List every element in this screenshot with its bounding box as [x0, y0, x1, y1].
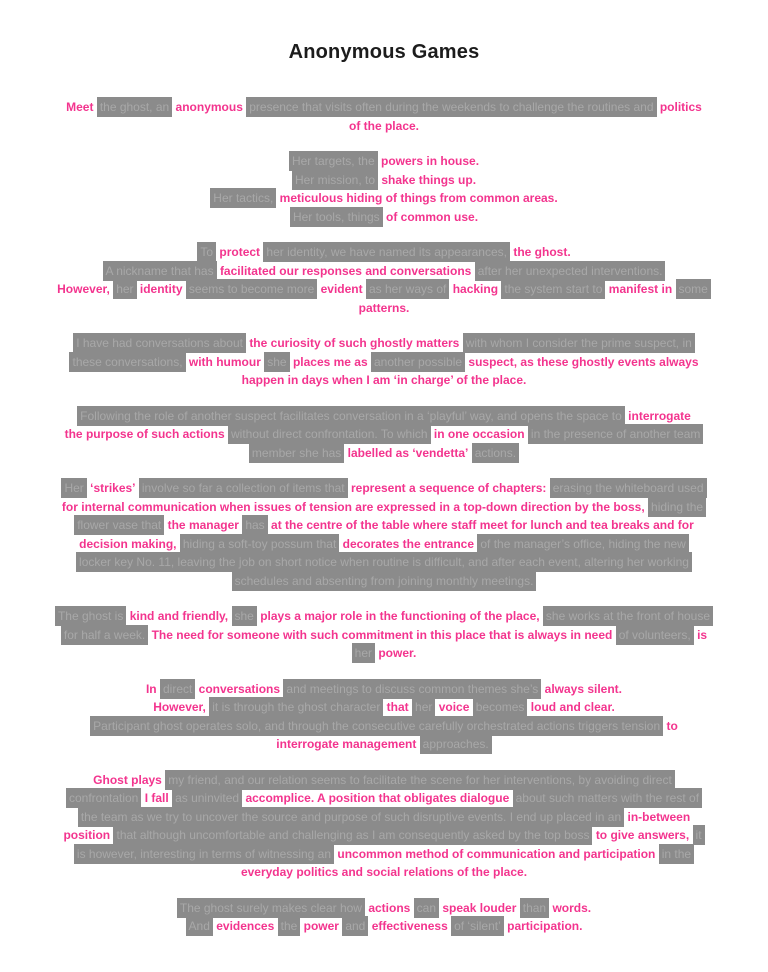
redacted-text-run: of ‘silent’ — [451, 916, 504, 936]
emphasis-text-run: decorates the entrance — [342, 536, 475, 551]
redacted-text-run: flower vase that — [74, 515, 164, 535]
text-line — [30, 572, 738, 591]
emphasis-text-run: loud and clear. — [530, 700, 615, 714]
emphasis-text-run: with humour — [188, 354, 261, 369]
redacted-text-run: Her mission, to — [292, 170, 378, 190]
redacted-text-run: after her unexpected interventions. — [475, 261, 666, 281]
emphasis-text-run: represent a sequence of chapters: — [350, 481, 547, 495]
page-title: Anonymous Games — [288, 41, 480, 63]
emphasis-text-run: at the centre of the table where staff meet for lunch and tea breaks and for — [271, 518, 694, 532]
redacted-text-run: presence that visits often during the weekends to challenge the routines and — [246, 97, 656, 117]
emphasis-text-run: However, — [57, 282, 110, 296]
text-line — [30, 789, 738, 808]
redacted-text-run: has — [242, 515, 267, 535]
redacted-text-run: Participant ghost operates solo, and through the consecutive carefully orchestrated actions triggers tension — [90, 716, 663, 736]
redacted-text-run: direct — [160, 679, 195, 699]
emphasis-text-run: voice — [438, 700, 470, 714]
text-line — [30, 171, 738, 190]
text-line — [30, 826, 738, 845]
redacted-text-run: Her tactics, — [210, 188, 276, 208]
text-line — [30, 262, 738, 281]
emphasis-text-run: ‘strikes’ — [90, 481, 136, 495]
paragraph-10 — [30, 899, 738, 936]
text-line — [30, 644, 738, 663]
emphasis-text-run: protect — [219, 245, 261, 259]
text-line — [30, 479, 738, 498]
text-line — [30, 899, 738, 918]
emphasis-text-run: places me as — [292, 354, 368, 369]
text-line — [30, 808, 738, 827]
redacted-text-run: Her targets, the — [289, 151, 378, 171]
redacted-text-run: the ghost, an — [97, 97, 172, 117]
redacted-text-run: becomes — [473, 697, 528, 717]
emphasis-text-run: to give answers, — [595, 828, 690, 842]
emphasis-text-run: patterns. — [358, 300, 410, 315]
text-line — [30, 425, 738, 444]
paragraph-1 — [30, 98, 738, 135]
emphasis-text-run: always silent. — [544, 681, 623, 696]
redacted-text-run: Her — [61, 478, 86, 498]
emphasis-text-run: I fall — [144, 791, 169, 805]
emphasis-text-run: decision making, — [79, 536, 177, 551]
redacted-text-run: she works at the front of house — [543, 606, 713, 626]
text-line — [30, 280, 738, 299]
emphasis-text-run: The need for someone with such commitment in this place that is always in need — [151, 627, 613, 642]
emphasis-text-run: evident — [320, 282, 363, 296]
paragraph-2 — [30, 152, 738, 226]
emphasis-text-run: identity — [139, 282, 183, 296]
emphasis-text-run: of common use. — [386, 209, 479, 224]
emphasis-text-run: the purpose of such actions — [64, 427, 225, 441]
redacted-text-run: about such matters with the rest of — [513, 788, 702, 808]
text-line — [30, 717, 738, 736]
emphasis-text-run: speak louder — [442, 900, 517, 915]
redacted-text-run: she — [264, 352, 289, 372]
emphasis-text-run: conversations — [198, 681, 281, 696]
emphasis-text-run: shake things up. — [381, 172, 477, 187]
text-line — [30, 771, 738, 790]
redacted-text-run: than — [520, 898, 549, 918]
text-line — [30, 845, 738, 864]
emphasis-text-run: power. — [378, 646, 417, 660]
emphasis-text-run: actions — [368, 900, 411, 915]
redacted-text-run: her — [412, 697, 435, 717]
redacted-text-run: Following the role of another suspect facilitates conversation in a ‘playful’ way, and opens the space to — [77, 406, 625, 426]
redacted-text-run: I have had conversations about — [73, 333, 246, 353]
redacted-text-run: hiding the — [648, 497, 706, 517]
emphasis-text-run: the manager — [167, 518, 239, 532]
redacted-text-run: the — [278, 916, 301, 936]
text-line — [30, 607, 738, 626]
text-line — [30, 299, 738, 318]
emphasis-text-run: words. — [552, 900, 592, 915]
redacted-text-run: schedules and absenting from joining monthly meetings. — [232, 571, 537, 591]
emphasis-text-run: the ghost. — [513, 245, 571, 259]
redacted-text-run: approaches. — [420, 734, 492, 754]
redacted-text-run: seems to become more — [186, 279, 317, 299]
redacted-text-run: confrontation — [66, 788, 141, 808]
redacted-text-run: involve so far a collection of items that — [139, 478, 348, 498]
redacted-text-run: that although uncomfortable and challenging as I am consequently asked by the top boss — [113, 825, 592, 845]
redacted-text-run: erasing the whiteboard used — [550, 478, 707, 498]
text-line — [30, 407, 738, 426]
text-line — [30, 98, 738, 117]
emphasis-text-run: happen in days when I am ‘in charge’ of the place. — [241, 373, 527, 387]
paragraph-9 — [30, 771, 738, 882]
emphasis-text-run: of the place. — [348, 118, 419, 133]
text-line — [30, 917, 738, 936]
emphasis-text-run: In — [145, 681, 157, 696]
emphasis-text-run: manifest in — [608, 282, 673, 296]
redacted-text-run: of volunteers, — [616, 625, 694, 645]
text-line — [30, 371, 738, 390]
emphasis-text-run: meticulous hiding of things from common areas. — [279, 191, 558, 205]
poem-body — [30, 98, 738, 936]
redacted-text-run: these conversations, — [69, 352, 185, 372]
redacted-text-run: and meetings to discuss common themes she’s — [283, 679, 541, 699]
paragraph-8 — [30, 680, 738, 754]
redacted-text-run: without direct confrontation. To which — [228, 424, 431, 444]
redacted-text-run: The ghost surely makes clear how — [177, 898, 365, 918]
redacted-text-run: as her ways of — [366, 279, 449, 299]
redacted-text-run: member she has — [249, 443, 344, 463]
text-line — [30, 208, 738, 227]
paragraph-7 — [30, 607, 738, 663]
emphasis-text-run: Meet — [66, 100, 94, 114]
redacted-text-run: the system start to — [501, 279, 605, 299]
emphasis-text-run: interrogate — [628, 408, 691, 423]
paragraph-6 — [30, 479, 738, 590]
redacted-text-run: in the — [659, 844, 694, 864]
redacted-text-run: she — [232, 606, 257, 626]
redacted-text-run: is however, interesting in terms of witnessing an — [74, 844, 334, 864]
text-line — [30, 189, 738, 208]
emphasis-text-run: suspect, as these ghostly events always — [468, 354, 699, 369]
redacted-text-run: my friend, and our relation seems to facilitate the scene for her interventions, by avoiding direct — [165, 770, 675, 790]
emphasis-text-run: effectiveness — [371, 919, 448, 933]
emphasis-text-run: the curiosity of such ghostly matters — [249, 336, 460, 350]
emphasis-text-run: to — [666, 718, 678, 733]
text-line — [30, 117, 738, 136]
emphasis-text-run: anonymous — [175, 100, 243, 114]
emphasis-text-run: that — [386, 700, 409, 714]
text-line — [30, 353, 738, 372]
paragraph-3 — [30, 243, 738, 317]
emphasis-text-run: interrogate management — [276, 737, 417, 751]
emphasis-text-run: uncommon method of communication and participation — [337, 846, 656, 861]
redacted-text-run: of the manager’s office, hiding the new — [477, 534, 688, 554]
emphasis-text-run: everyday politics and social relations of the place. — [240, 865, 528, 879]
paragraph-5 — [30, 407, 738, 463]
redacted-text-run: another possible — [371, 352, 465, 372]
emphasis-text-run: powers in house. — [381, 154, 480, 168]
text-line — [30, 152, 738, 171]
redacted-text-run: locker key No. 11, leaving the job on short notice when routine is difficult, and after each event, altering her working — [76, 552, 692, 572]
redacted-text-run: the team as we try to uncover the source and purpose of such disruptive events. I end up placed in an — [78, 807, 624, 827]
emphasis-text-run: Ghost plays — [93, 772, 162, 787]
emphasis-text-run: participation. — [507, 919, 583, 933]
emphasis-text-run: evidences — [216, 919, 275, 933]
text-line — [30, 444, 738, 463]
emphasis-text-run: in one occasion — [433, 427, 525, 441]
emphasis-text-run: hacking — [452, 282, 499, 296]
paragraph-4 — [30, 334, 738, 390]
emphasis-text-run: for internal communication when issues of tension are expressed in a top-down direction by the boss, — [61, 499, 645, 514]
redacted-text-run: To — [197, 242, 216, 262]
redacted-text-run: for half a week. — [61, 625, 148, 645]
emphasis-text-run: position — [63, 828, 111, 842]
text-line — [30, 498, 738, 517]
emphasis-text-run: politics — [659, 100, 702, 114]
text-line — [30, 863, 738, 882]
redacted-text-run: A nickname that has — [103, 261, 217, 281]
emphasis-text-run: accomplice. A position that obligates dialogue — [245, 791, 510, 805]
emphasis-text-run: labelled as ‘vendetta’ — [347, 445, 469, 460]
redacted-text-run: Her tools, things — [290, 207, 383, 227]
redacted-text-run: actions. — [472, 443, 519, 463]
redacted-text-run: in the presence of another team — [528, 424, 703, 444]
text-line — [30, 698, 738, 717]
redacted-text-run: her identity, we have named its appearances, — [263, 242, 510, 262]
redacted-text-run: And — [186, 916, 213, 936]
redacted-text-run: with whom I consider the prime suspect, in — [463, 333, 695, 353]
text-line — [30, 735, 738, 754]
redacted-text-run: her — [113, 279, 136, 299]
text-line — [30, 535, 738, 554]
text-line — [30, 553, 738, 572]
emphasis-text-run: kind and friendly, — [129, 609, 229, 623]
emphasis-text-run: facilitated our responses and conversations — [219, 263, 472, 278]
emphasis-text-run: plays a major role in the functioning of the place, — [260, 609, 540, 623]
text-line — [30, 626, 738, 645]
redacted-text-run: and — [342, 916, 368, 936]
redacted-text-run: some — [676, 279, 711, 299]
emphasis-text-run: in-between — [627, 809, 691, 824]
text-line — [30, 334, 738, 353]
text-line — [30, 516, 738, 535]
redacted-text-run: can — [414, 898, 439, 918]
emphasis-text-run: power — [303, 919, 339, 933]
redacted-text-run: hiding a soft-toy possum that — [180, 534, 339, 554]
text-line — [30, 243, 738, 262]
emphasis-text-run: However, — [153, 700, 206, 714]
redacted-text-run: it — [693, 825, 705, 845]
redacted-text-run: her — [352, 643, 375, 663]
emphasis-text-run: is — [697, 627, 708, 642]
redacted-text-run: as uninvited — [172, 788, 242, 808]
text-line — [30, 680, 738, 699]
redacted-text-run: it is through the ghost character — [209, 697, 383, 717]
redacted-text-run: The ghost is — [55, 606, 126, 626]
